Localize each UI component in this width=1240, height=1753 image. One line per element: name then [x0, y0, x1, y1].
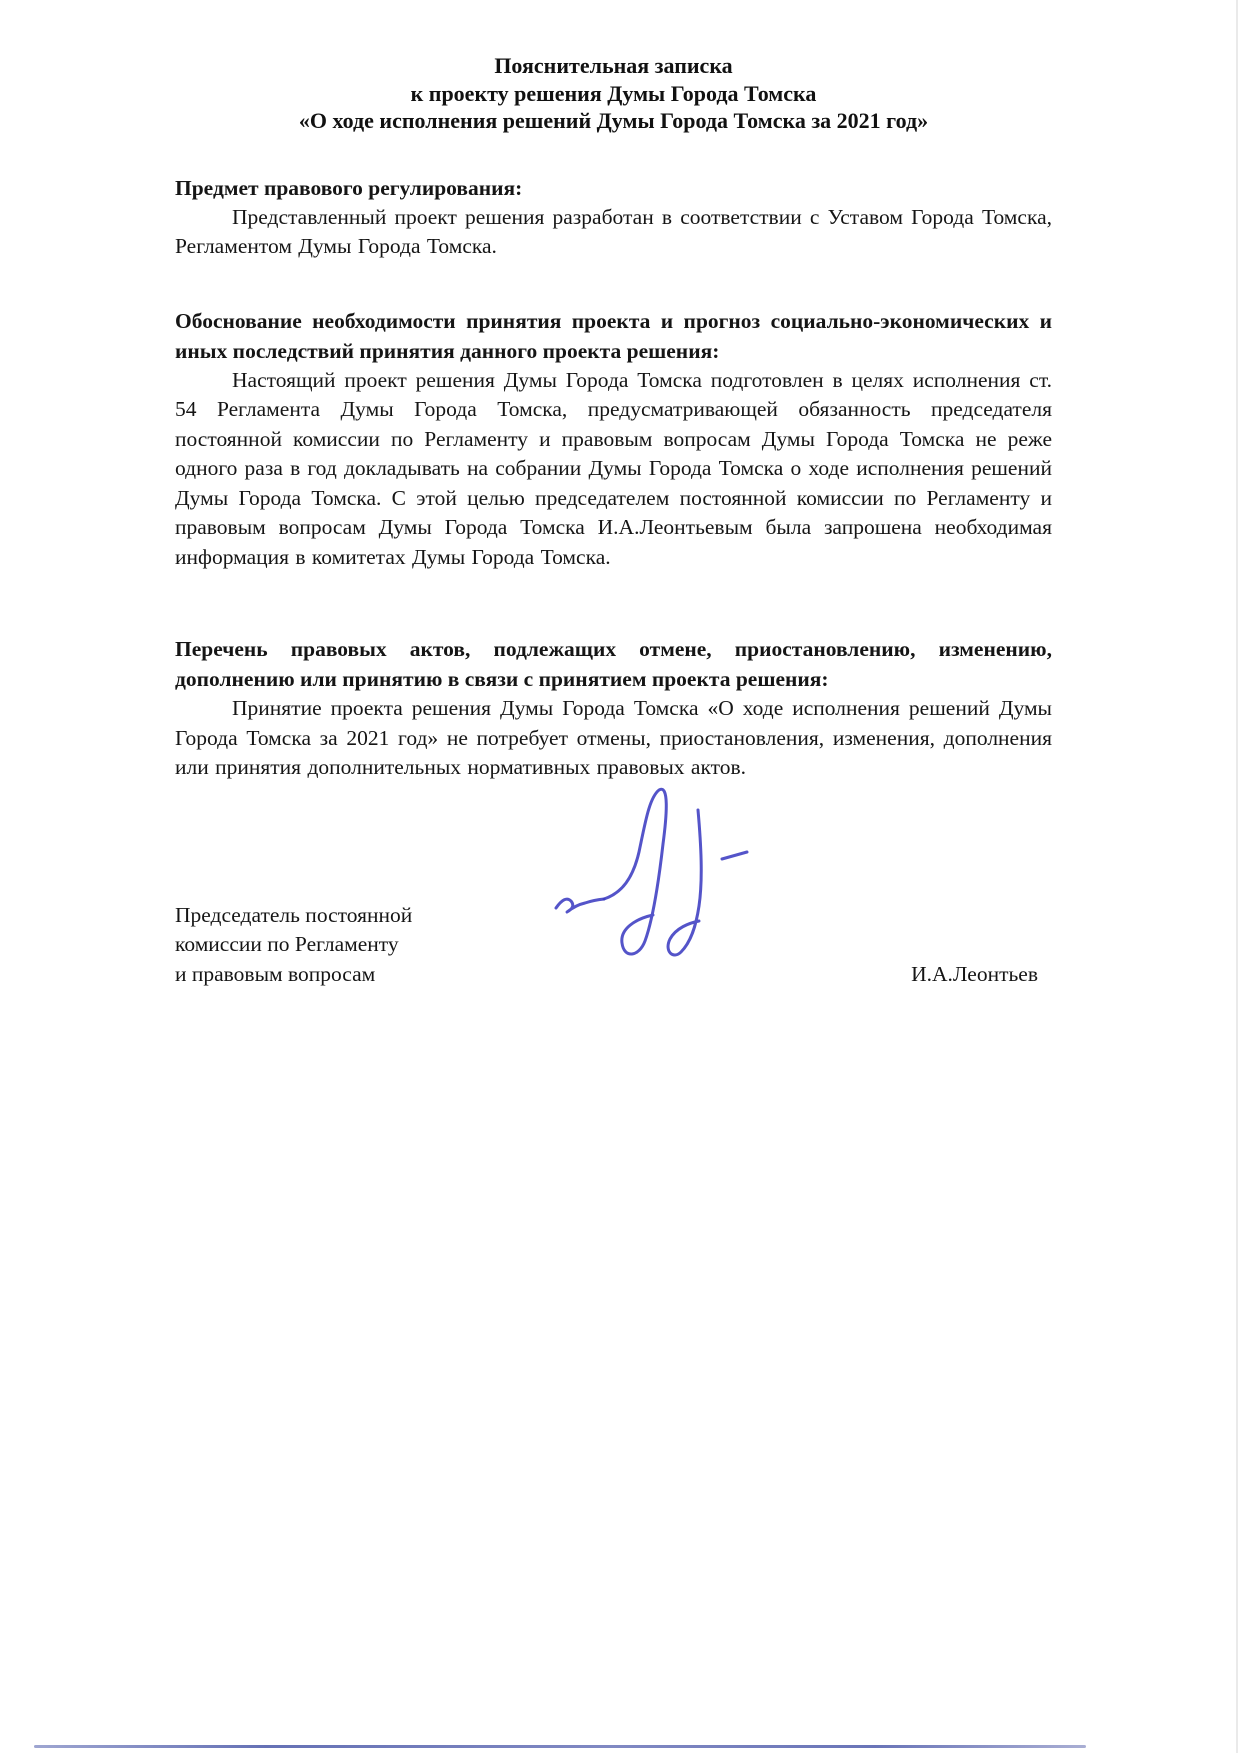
signer-position-line-1: Председатель постоянной	[175, 902, 413, 927]
signer-position-line-2: комиссии по Регламенту	[175, 932, 399, 956]
title-line-2: к проекту решения Думы Города Томска	[410, 80, 817, 106]
section-subject-heading: Предмет правового регулирования:	[175, 175, 523, 200]
section-justification	[175, 306, 1052, 573]
section-justification-body: Настоящий проект решения Думы Города Томска подготовлен в целях исполнения ст. 54 Регламента Думы Города Томска, предусматривающей обязанность председателя постоянной комиссии по Регламенту и правовым вопросам Думы Города Томска не реже одного раза в год докладывать на собрании Думы Города Томска о ходе исполнения решений Думы Города Томска. С этой целью председателем постоянной комиссии по Регламенту и правовым вопросам Думы Города Томска И.А.Леонтьевым была запрошена необходимая информация в комитетах Думы Города Томска.	[175, 367, 1052, 569]
title-line-3: «О ходе исполнения решений Думы Города Томска за 2021 год»	[298, 108, 929, 133]
scan-right-edge-artifact	[1236, 0, 1238, 1753]
signature-block	[175, 901, 1052, 990]
signer-position	[175, 901, 412, 990]
section-subject	[175, 173, 1052, 262]
title-line-1: Пояснительная записка	[494, 53, 733, 78]
section-justification-heading: Обоснование необходимости принятия проекта и прогноз социально-экономических и иных последствий принятия данного проекта решения:	[175, 308, 1052, 363]
scan-bottom-edge-artifact	[34, 1745, 1086, 1748]
document-title	[175, 52, 1052, 135]
section-acts-list-body: Принятие проекта решения Думы Города Томска «О ходе исполнения решений Думы Города Томска за 2021 год» не потребует отмены, приостановления, изменения, дополнения или принятия дополнительных нормативных правовых актов.	[175, 696, 1052, 779]
section-acts-list-heading: Перечень правовых актов, подлежащих отмене, приостановлению, изменению, дополнению или принятию в связи с принятием проекта решения:	[175, 637, 1052, 691]
signer-name: И.А.Леонтьев	[911, 961, 1038, 986]
section-acts-list	[175, 634, 1052, 783]
signer-position-line-3: и правовым вопросам	[175, 961, 376, 986]
section-subject-body: Представленный проект решения разработан в соответствии с Уставом Города Томска, Регламентом Думы Города Томска.	[175, 204, 1052, 258]
